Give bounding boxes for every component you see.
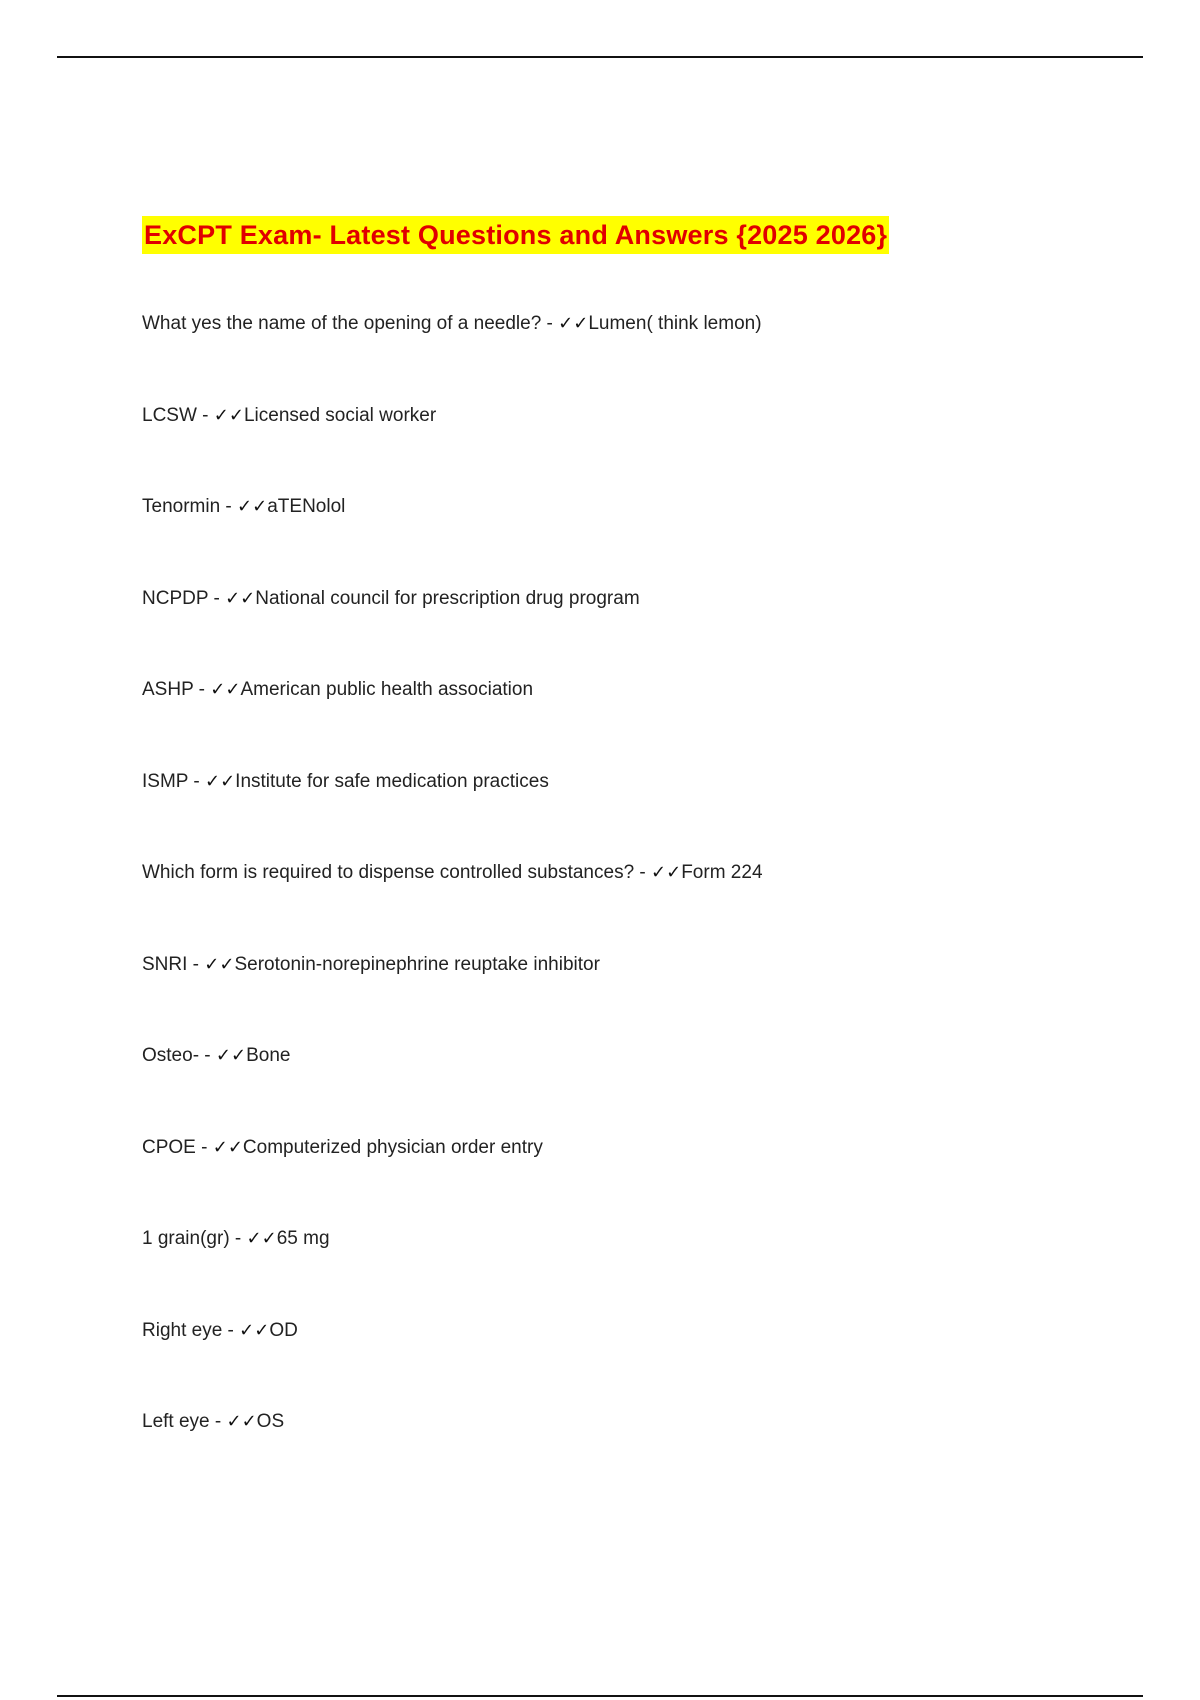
qa-item — [142, 1319, 1102, 1411]
question-text: Left eye — [142, 1411, 210, 1432]
question-text: Tenormin — [142, 496, 221, 517]
answer-text: OD — [269, 1319, 298, 1341]
answer-text: aTENolol — [267, 496, 346, 517]
check-icon: ✓✓ — [212, 1136, 243, 1158]
separator-dash: - — [195, 1136, 213, 1158]
qa-item — [142, 678, 1102, 770]
answer-text: Serotonin-norepinephrine reuptake inhibitor — [234, 953, 600, 975]
answer-text: Licensed social worker — [243, 404, 437, 426]
qa-item — [142, 953, 1102, 1045]
question-text: ASHP — [142, 679, 194, 700]
check-icon: ✓✓ — [213, 404, 244, 426]
answer-text: Bone — [246, 1045, 291, 1066]
separator-dash: - — [187, 953, 205, 975]
answer-text: OS — [256, 1411, 285, 1432]
separator-dash: - — [208, 587, 226, 609]
separator-dash: - — [199, 1045, 216, 1066]
separator-dash: - — [220, 496, 238, 517]
question-text: Osteo- — [142, 1045, 200, 1066]
check-icon: ✓✓ — [651, 862, 682, 883]
separator-dash: - — [188, 770, 205, 792]
question-text: Which form is required to dispense controlled substances? — [142, 862, 635, 883]
qa-item — [142, 404, 1102, 496]
answer-text: 65 mg — [276, 1228, 330, 1249]
question-text: NCPDP — [142, 587, 209, 609]
question-text: SNRI — [142, 953, 188, 975]
answer-text: National council for prescription drug program — [255, 587, 640, 609]
qa-item — [142, 1136, 1102, 1228]
question-text: 1 grain(gr) — [142, 1228, 230, 1249]
check-icon: ✓✓ — [246, 1228, 277, 1249]
qa-item — [142, 495, 1102, 587]
qa-item — [142, 587, 1102, 679]
check-icon: ✓✓ — [226, 1411, 257, 1432]
qa-item — [142, 1410, 1102, 1502]
separator-dash: - — [634, 862, 652, 883]
answer-text: Form 224 — [681, 862, 763, 883]
separator-dash: - — [222, 1319, 240, 1341]
qa-item — [142, 1227, 1102, 1319]
check-icon: ✓✓ — [205, 770, 236, 792]
check-icon: ✓✓ — [239, 1319, 270, 1341]
check-icon: ✓✓ — [210, 679, 241, 700]
question-text: LCSW — [142, 404, 197, 426]
check-icon: ✓✓ — [204, 953, 235, 975]
answer-text: Computerized physician order entry — [242, 1136, 543, 1158]
question-text: CPOE — [142, 1136, 196, 1158]
check-icon: ✓✓ — [558, 313, 589, 334]
header-rule — [57, 56, 1143, 58]
question-text: Right eye — [142, 1319, 223, 1341]
qa-list — [142, 312, 1102, 1502]
question-text: What yes the name of the opening of a needle? — [142, 313, 542, 334]
separator-dash: - — [209, 1411, 227, 1432]
separator-dash: - — [193, 679, 211, 700]
check-icon: ✓✓ — [215, 1045, 247, 1066]
answer-text: American public health association — [240, 679, 534, 700]
qa-item — [142, 861, 1102, 953]
document-body — [142, 216, 1102, 1432]
document-title: ExCPT Exam- Latest Questions and Answers {2025 2026} — [142, 216, 889, 254]
footer-rule — [57, 1695, 1143, 1697]
qa-item — [142, 1044, 1102, 1136]
separator-dash: - — [541, 313, 559, 334]
check-icon: ✓✓ — [237, 496, 268, 517]
question-text: ISMP — [142, 770, 189, 792]
qa-item — [142, 770, 1102, 862]
separator-dash: - — [196, 404, 214, 426]
answer-text: Institute for safe medication practices — [235, 770, 549, 792]
answer-text: Lumen( think lemon) — [588, 313, 762, 334]
separator-dash: - — [229, 1228, 247, 1249]
qa-item — [142, 312, 1102, 404]
check-icon: ✓✓ — [225, 587, 256, 609]
